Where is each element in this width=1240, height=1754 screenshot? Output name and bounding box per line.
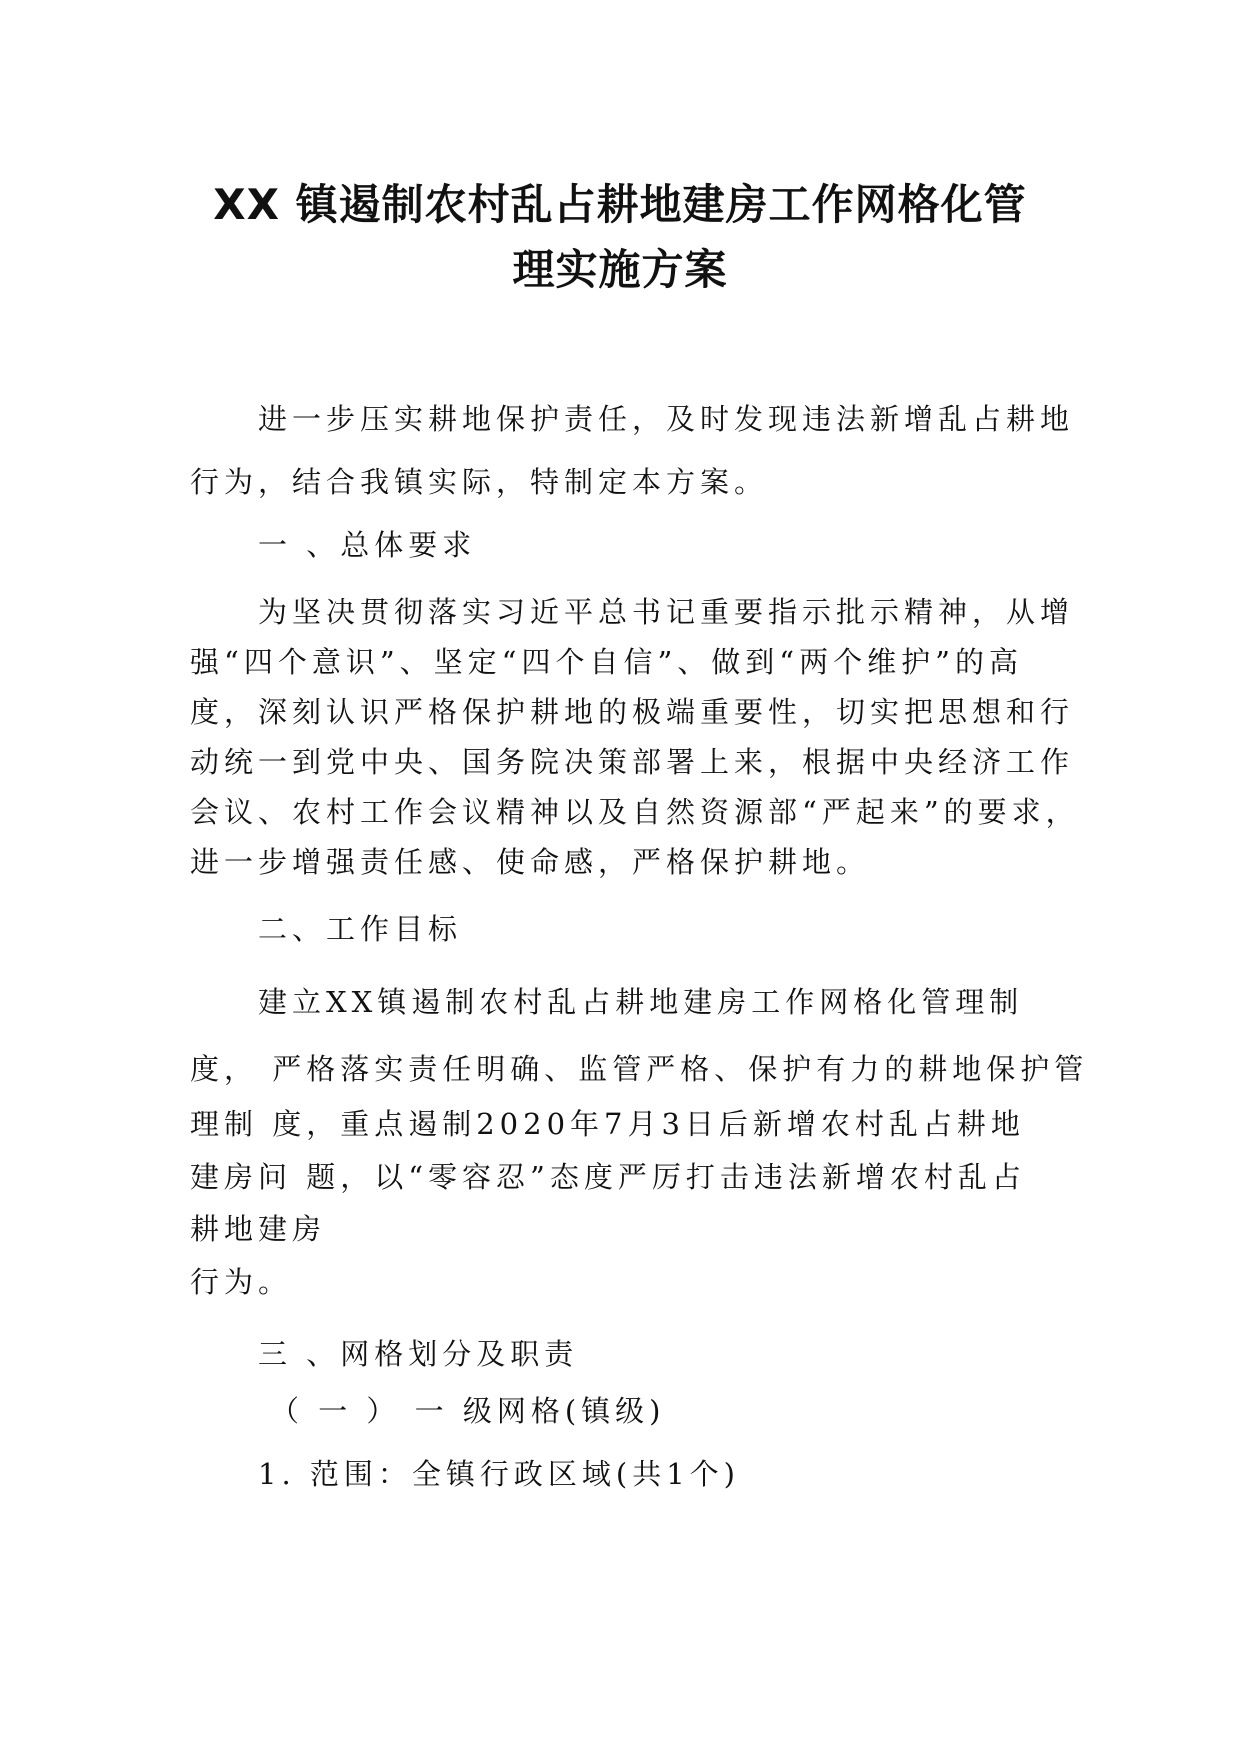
section-1-paragraph-line: 度，深刻认识严格保护耕地的极端重要性，切实把思想和行 <box>190 695 1075 729</box>
list-item: 1. 范围：全镇行政区域(共1个) <box>258 1457 740 1491</box>
section-2-paragraph-line: 度， 严格落实责任明确、监管严格、保护有力的耕地保护管 <box>190 1052 1089 1086</box>
section-2-paragraph-line: 建立XX镇遏制农村乱占耕地建房工作网格化管理制 <box>258 985 1024 1019</box>
intro-paragraph-line: 行为，结合我镇实际，特制定本方案。 <box>190 465 769 499</box>
intro-paragraph-line: 进一步压实耕地保护责任，及时发现违法新增乱占耕地 <box>258 402 1075 436</box>
subsection-heading: （ 一 ） 一 级网格(镇级) <box>270 1394 666 1428</box>
section-1-paragraph-line: 强“四个意识”、坚定“四个自信”、做到“两个维护”的高 <box>190 645 1023 679</box>
section-2-paragraph-line: 行为。 <box>190 1265 293 1299</box>
section-2-paragraph-line: 理制 度，重点遏制2020年7月3日后新增农村乱占耕地 <box>190 1107 1025 1141</box>
section-2-paragraph-line: 建房问 题，以“零容忍”态度严厉打击违法新增农村乱占 <box>190 1160 1026 1194</box>
section-1-paragraph-line: 会议、农村工作会议精神以及自然资源部“严起来”的要求， <box>190 795 1080 829</box>
section-heading-2: 二、工作目标 <box>258 912 463 946</box>
section-1-paragraph-line: 进一步增强责任感、使命感，严格保护耕地。 <box>190 845 871 879</box>
document-title-line-1: XX 镇遏制农村乱占耕地建房工作网格化管 <box>213 180 1027 229</box>
section-2-paragraph-line: 耕地建房 <box>190 1212 327 1246</box>
section-1-paragraph-line: 动统一到党中央、国务院决策部署上来，根据中央经济工作 <box>190 745 1075 779</box>
section-1-paragraph-line: 为坚决贯彻落实习近平总书记重要指示批示精神，从增 <box>258 595 1075 629</box>
section-heading-3: 三 、网格划分及职责 <box>258 1337 579 1371</box>
section-heading-1: 一 、总体要求 <box>258 528 477 562</box>
document-title-line-2: 理实施方案 <box>512 245 728 294</box>
